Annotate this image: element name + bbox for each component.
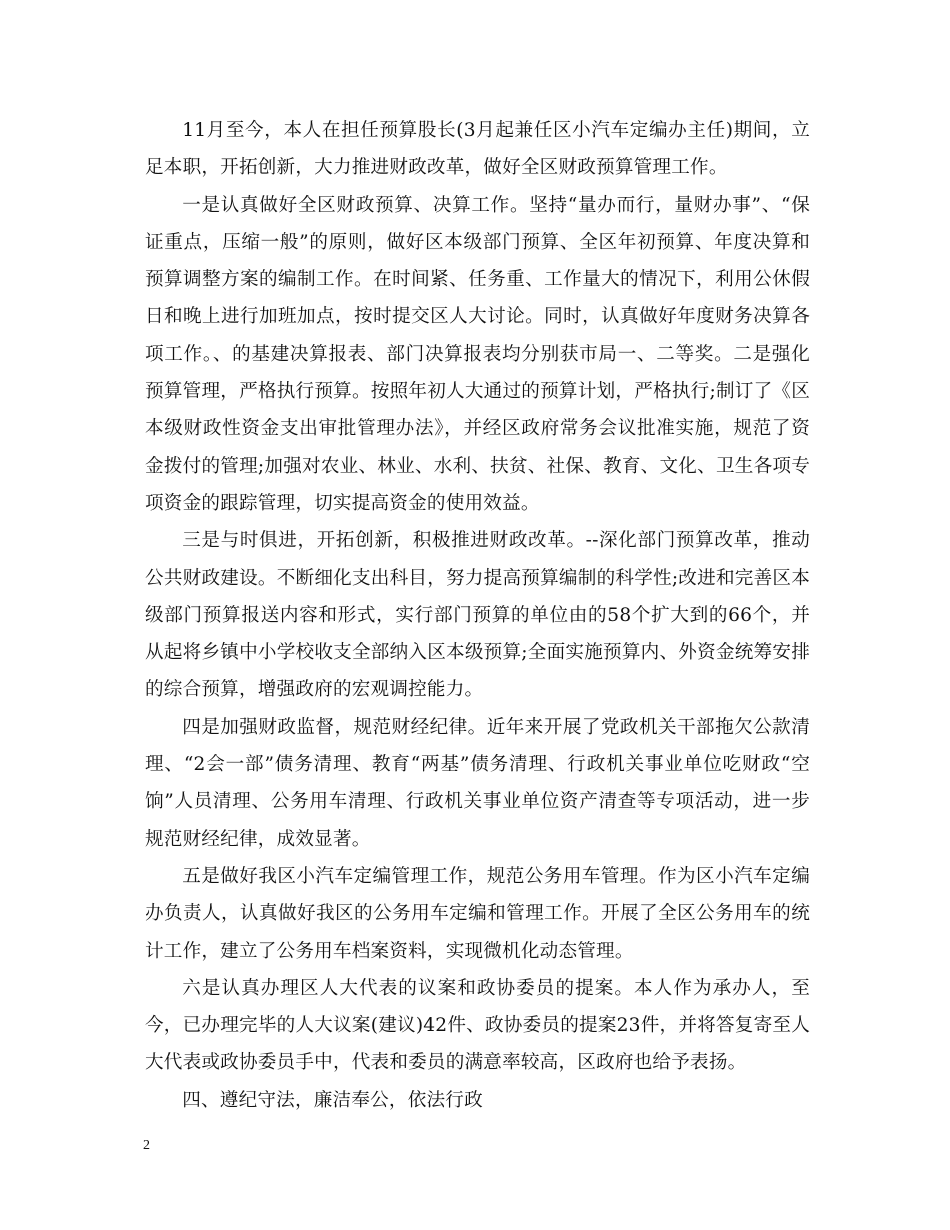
paragraph-vehicle-management: 五是做好我区小汽车定编管理工作，规范公务用车管理。作为区小汽车定编办负责人，认真做好我区的公务用车定编和管理工作。开展了全区公务用车的统计工作，建立了公务用车档案资料，实现微机化动态管理。 (145, 865, 810, 962)
paragraph-budget-work: 一是认真做好全区财政预算、决算工作。坚持“量办而行，量财办事”、“保证重点，压缩一般”的原则，做好区本级部门预算、全区年初预算、年度决算和预算调整方案的编制工作。在时间紧、任务重、工作量大的情况下，利用公休假日和晚上进行加班加点，按时提交区人大讨论。同时，认真做好年度财务决算各项工作。、的基建决算报表、部门决算报表均分别获市局一、二等奖。二是强化预算管理，严格执行预算。按照年初人大通过的预算计划，严格执行;制订了《区本级财政性资金支出审批管理办法》，并经区政府常务会议批准实施，规范了资金拨付的管理;加强对农业、林业、水利、扶贫、社保、教育、文化、卫生各项专项资金的跟踪管理，切实提高资金的使用效益。 (145, 194, 810, 514)
paragraph-proposals: 六是认真办理区人大代表的议案和政协委员的提案。本人作为承办人，至今，已办理完毕的人大议案(建议)42件、政协委员的提案23件，并将答复寄至人大代表或政协委员手中，代表和委员的满意率较高，区政府也给予表扬。 (145, 977, 810, 1074)
paragraph-finance-reform: 三是与时俱进，开拓创新，积极推进财政改革。--深化部门预算改革，推动公共财政建设。不断细化支出科目，努力提高预算编制的科学性;改进和完善区本级部门预算报送内容和形式，实行部门预算的单位由的58个扩大到的66个，并从起将乡镇中小学校收支全部纳入区本级预算;全面实施预算内、外资金统筹安排的综合预算，增强政府的宏观调控能力。 (145, 530, 810, 701)
page-number: 2 (143, 1138, 150, 1153)
paragraph-intro: 11月至今，本人在担任预算股长(3月起兼任区小汽车定编办主任)期间，立足本职，开拓创新，大力推进财政改革，做好全区财政预算管理工作。 (145, 120, 810, 179)
document-body (145, 112, 810, 1119)
paragraph-finance-supervision: 四是加强财政监督，规范财经纪律。近年来开展了党政机关干部拖欠公款清理、“2会一部”债务清理、教育“两基”债务清理、行政机关事业单位吃财政“空饷”人员清理、公务用车清理、行政机关事业单位资产清查等专项活动，进一步规范财经纪律，成效显著。 (145, 716, 810, 850)
section-heading-discipline: 四、遵纪守法，廉洁奉公，依法行政 (182, 1089, 483, 1111)
